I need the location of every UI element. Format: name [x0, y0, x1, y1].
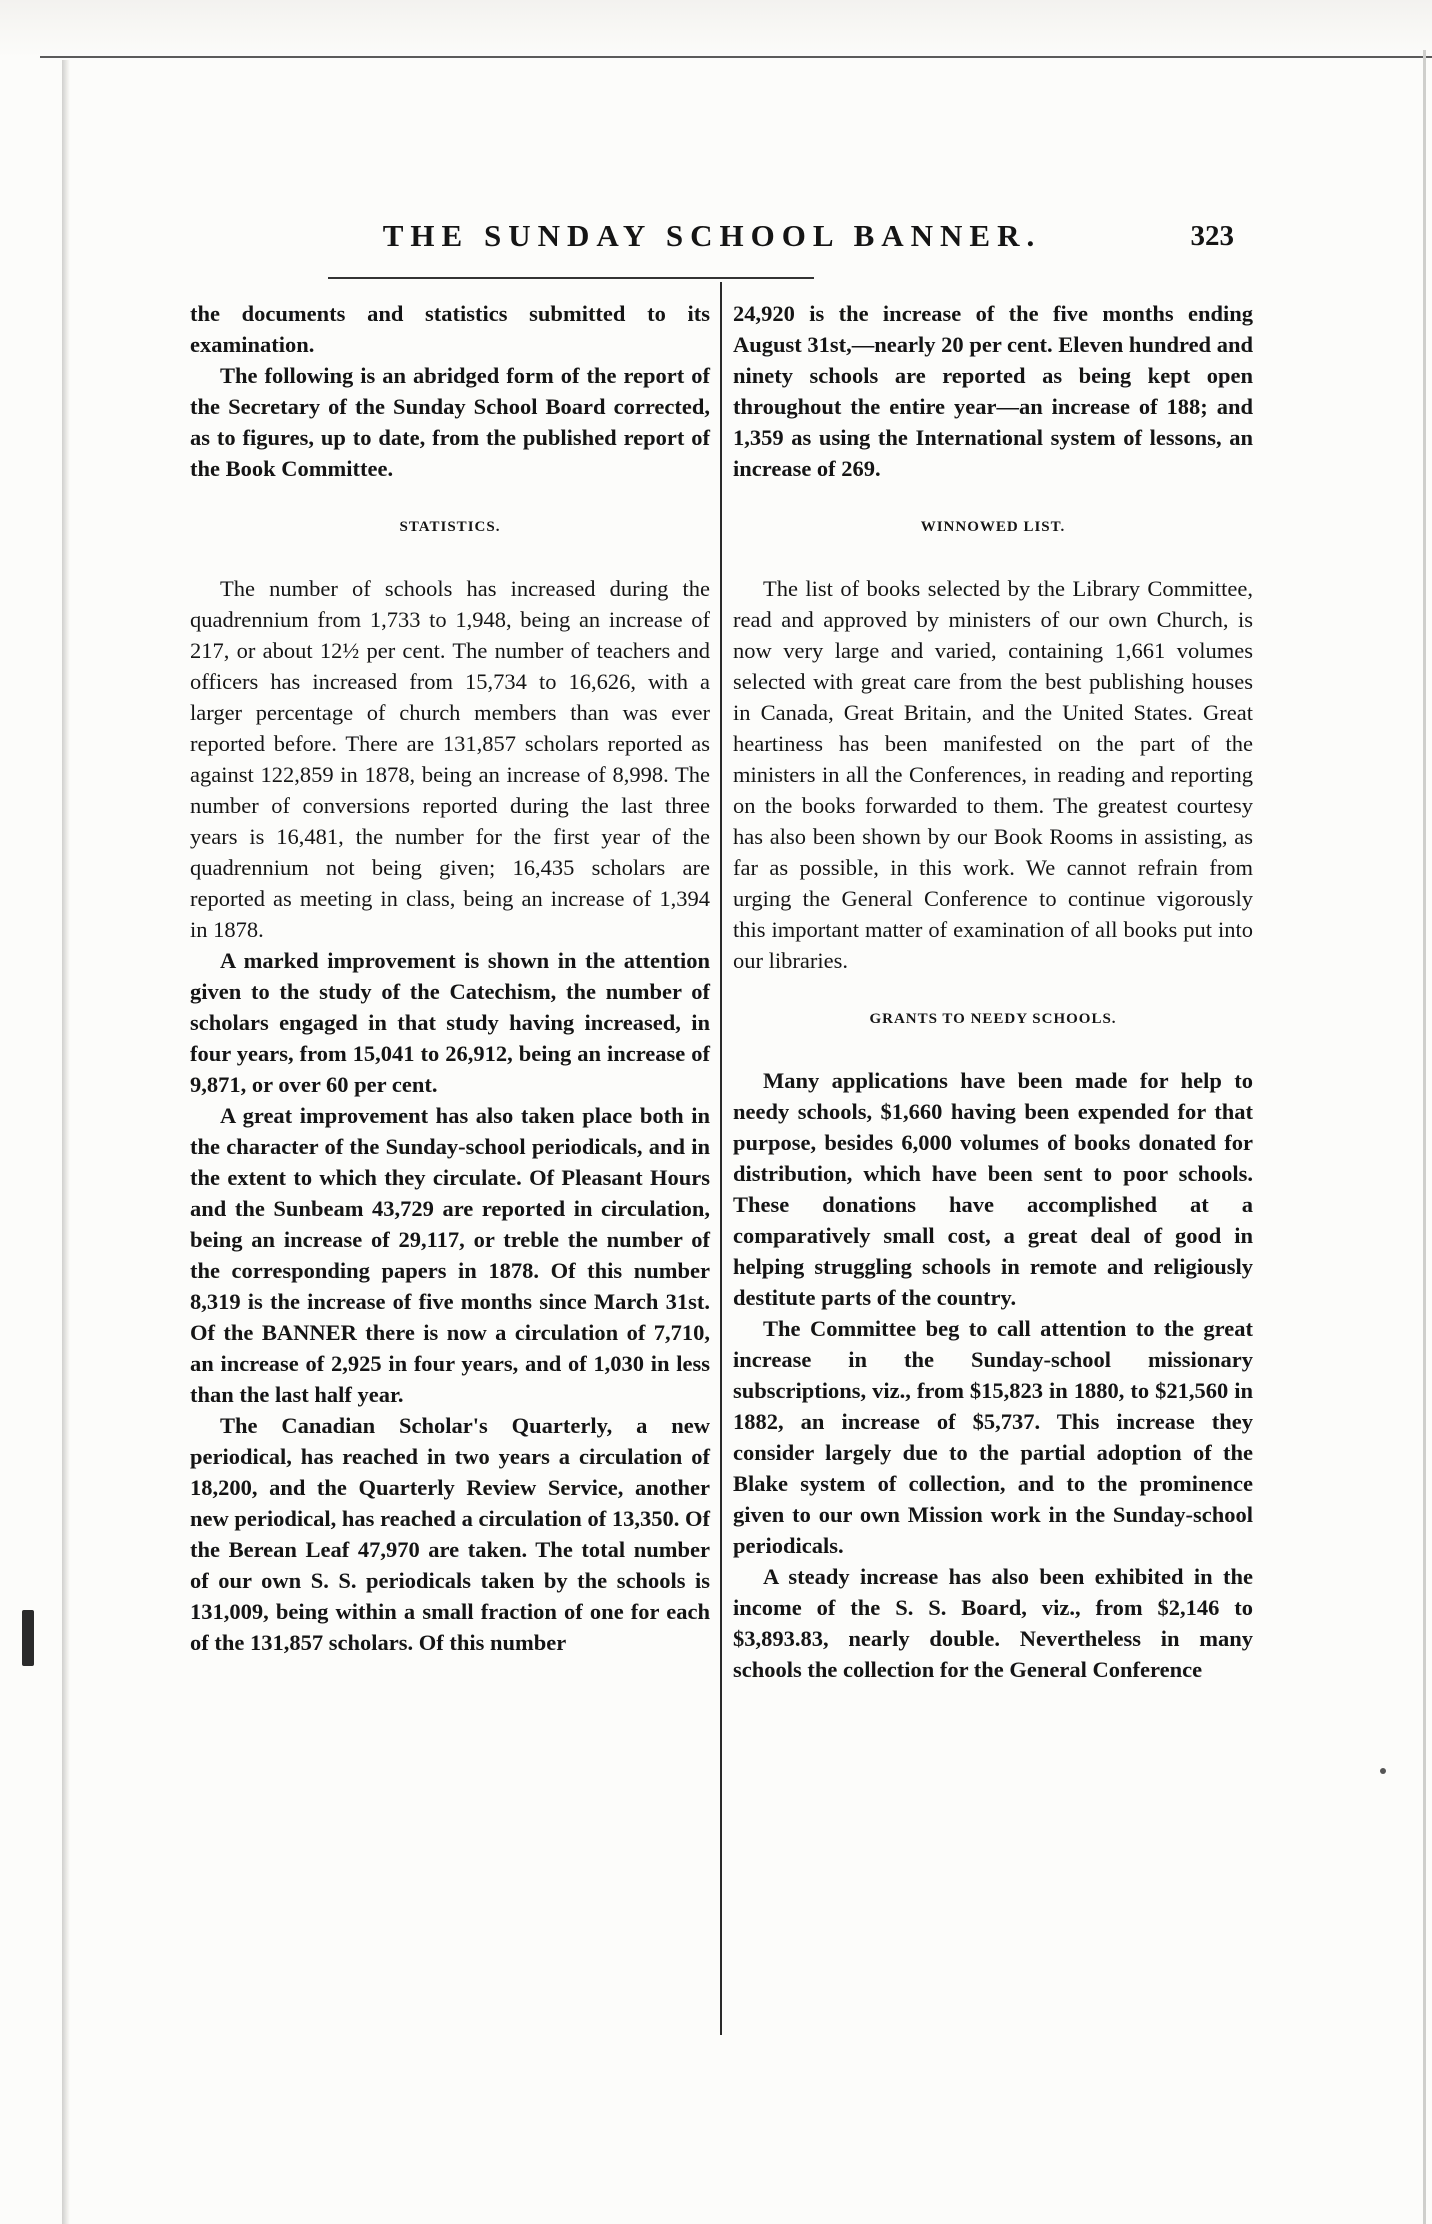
paragraph: The Committee beg to call attention to the great increase in the Sunday-school missionary subscriptions, viz., from $15,823 in 1880, to $21,560 in 1882, an increase of $5,737. This increase they consider largely due to the partial adoption of the Blake system of collection, and to the prominence given to our own Mission work in the Sunday-school periodicals.: [733, 1316, 1253, 1558]
scan-top-border: [40, 56, 1432, 58]
section-heading-statistics: STATISTICS.: [399, 519, 501, 535]
header-rule: [328, 277, 814, 279]
page-right-edge: [1423, 50, 1426, 2224]
page-top-margin: [0, 0, 1432, 58]
page-left-edge: [62, 60, 70, 2224]
paragraph: A great improvement has also taken place both in the character of the Sunday-school periodicals, and in the extent to which they circulate. Of Pleasant Hours and the Sunbeam 43,729 are reported in circulation, being an increase of 29,117, or treble the number of the corresponding papers in 1878. Of this number 8,319 is the increase of five months since March 31st. Of the BANNER there is now a circulation of 7,710, an increase of 2,925 in four years, and of 1,030 in less than the last half year.: [190, 1103, 710, 1407]
column-divider: [720, 282, 722, 2035]
section-heading-winnowed-list: WINNOWED LIST.: [920, 519, 1066, 535]
running-title: THE SUNDAY SCHOOL BANNER.: [382, 218, 1042, 253]
section-heading-grants: GRANTS TO NEEDY SCHOOLS.: [869, 1011, 1117, 1027]
paragraph: The following is an abridged form of the report of the Secretary of the Sunday School Board corrected, as to figures, up to date, from the published report of the Book Committee.: [190, 363, 710, 481]
paragraph: A steady increase has also been exhibited in the income of the S. S. Board, viz., from $2,146 to $3,893.83, nearly double. Nevertheless in many schools the collection for the General Conference: [733, 1564, 1253, 1682]
binding-mark: [22, 1610, 34, 1666]
page-number: 323: [1190, 220, 1234, 252]
ink-speck: [1380, 1768, 1386, 1774]
paragraph: the documents and statistics submitted to its examination.: [190, 301, 710, 357]
left-column: [190, 298, 710, 1658]
paragraph: Many applications have been made for help to needy schools, $1,660 having been expended for that purpose, besides 6,000 volumes of books donated for distribution, which have been sent to poor schools. These donations have accomplished at a comparatively small cost, a great deal of good in helping struggling schools in remote and religiously destitute parts of the country.: [733, 1068, 1253, 1310]
paragraph: 24,920 is the increase of the five months ending August 31st,—nearly 20 per cent. Eleven hundred and ninety schools are reported as being kept open throughout the entire year—an increase of 188; and 1,359 as using the International system of lessons, an increase of 269.: [733, 301, 1253, 481]
right-column: [733, 298, 1253, 1685]
paragraph: A marked improvement is shown in the attention given to the study of the Catechism, the number of scholars engaged in that study having increased, in four years, from 15,041 to 26,912, being an increase of 9,871, or over 60 per cent.: [190, 948, 710, 1097]
paragraph: The Canadian Scholar's Quarterly, a new periodical, has reached in two years a circulation of 18,200, and the Quarterly Review Service, another new periodical, has reached a circulation of 13,350. Of the Berean Leaf 47,970 are taken. The total number of our own S. S. periodicals taken by the schools is 131,009, being within a small fraction of one for each of the 131,857 scholars. Of this number: [190, 1413, 710, 1655]
paragraph: The number of schools has increased during the quadrennium from 1,733 to 1,948, being an increase of 217, or about 12½ per cent. The number of teachers and officers has increased from 15,734 to 16,626, with a larger percentage of church members than was ever reported before. There are 131,857 scholars reported as against 122,859 in 1878, being an increase of 8,998. The number of conversions reported during the last three years is 16,481, the number for the first year of the quadrennium not being given; 16,435 scholars are reported as meeting in class, being an increase of 1,394 in 1878.: [190, 576, 710, 942]
running-head: [190, 218, 1234, 258]
paragraph: The list of books selected by the Library Committee, read and approved by ministers of our own Church, is now very large and varied, containing 1,661 volumes selected with great care from the best publishing houses in Canada, Great Britain, and the United States. Great heartiness has been manifested on the part of the ministers in all the Conferences, in reading and reporting on the books forwarded to them. The greatest courtesy has also been shown by our Book Rooms in assisting, as far as possible, in this work. We cannot refrain from urging the General Conference to continue vigorously this important matter of examination of all books put into our libraries.: [733, 576, 1253, 973]
